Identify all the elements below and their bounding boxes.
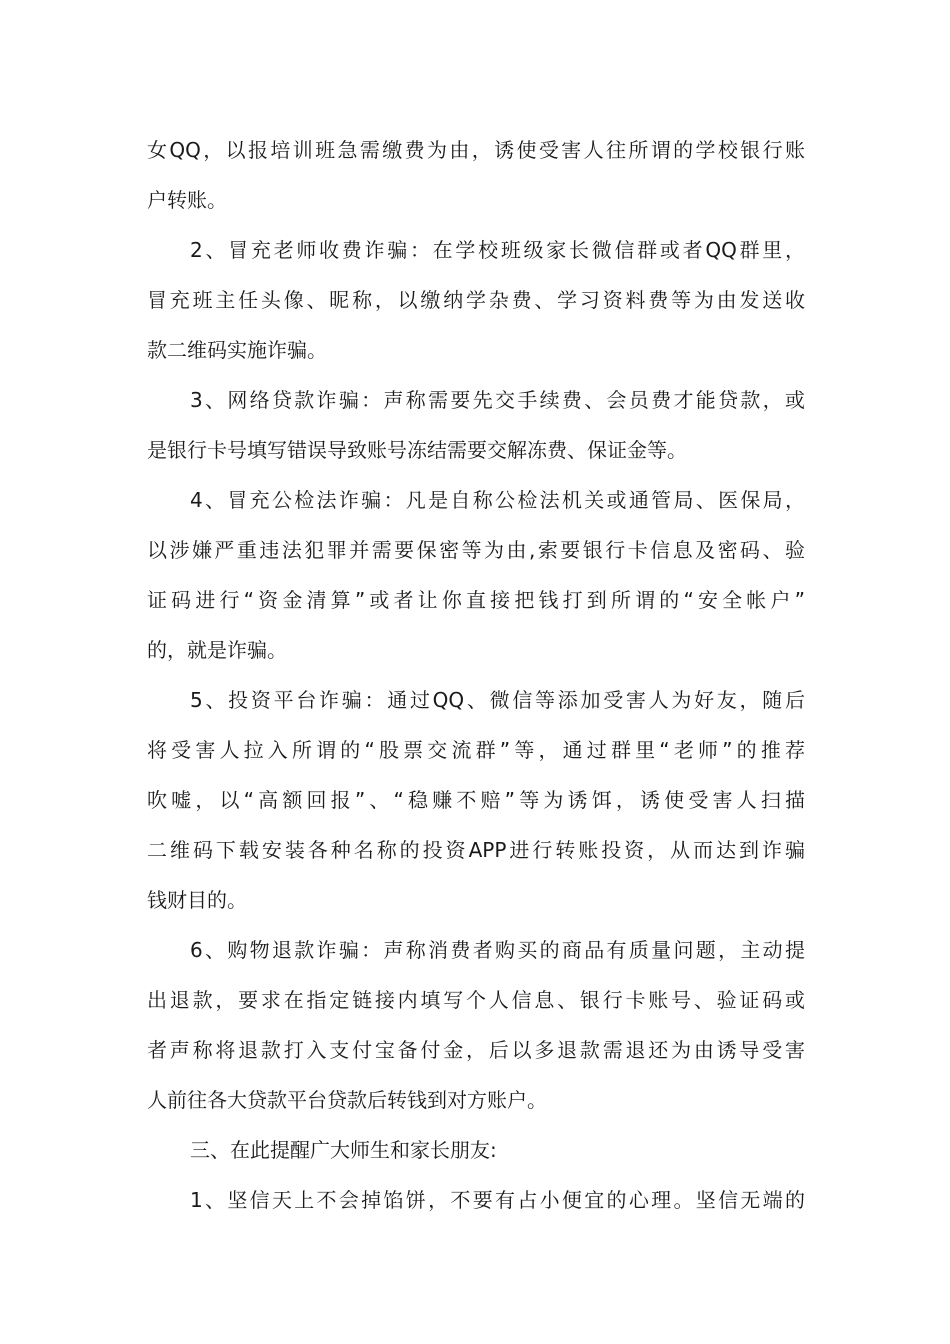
text-line: 3、网络贷款诈骗：声称需要先交手续费、会员费才能贷款，或: [190, 388, 805, 412]
text-line: 款二维码实施诈骗。: [147, 338, 327, 362]
text-line: 者声称将退款打入支付宝备付金，后以多退款需退还为由诱导受害: [147, 1038, 805, 1062]
paragraph: [147, 475, 805, 675]
text-line: 三、在此提醒广大师生和家长朋友:: [190, 1138, 497, 1162]
text-line: 是银行卡号填写错误导致账号冻结需要交解冻费、保证金等。: [147, 438, 687, 462]
text-line: 证码进行“资金清算”或者让你直接把钱打到所谓的“安全帐户”: [147, 588, 805, 612]
text-line: 4、冒充公检法诈骗：凡是自称公检法机关或通管局、医保局，: [190, 488, 805, 512]
text-line: 人前往各大贷款平台贷款后转钱到对方账户。: [147, 1088, 547, 1112]
text-line: 的，就是诈骗。: [147, 638, 287, 662]
text-line: 吹嘘，以“高额回报”、“稳赚不赔”等为诱饵，诱使受害人扫描: [147, 788, 805, 812]
paragraph: [147, 1175, 805, 1225]
text-line: 冒充班主任头像、昵称，以缴纳学杂费、学习资料费等为由发送收: [147, 288, 805, 312]
paragraph: [147, 1125, 805, 1175]
text-line: 将受害人拉入所谓的“股票交流群”等，通过群里“老师”的推荐: [147, 738, 805, 762]
paragraph: [147, 925, 805, 1125]
text-line: 出退款，要求在指定链接内填写个人信息、银行卡账号、验证码或: [147, 988, 805, 1012]
text-line: 女QQ，以报培训班急需缴费为由，诱使受害人往所谓的学校银行账: [147, 138, 805, 162]
text-line: 钱财目的。: [147, 888, 247, 912]
paragraph: [147, 675, 805, 925]
text-line: 以涉嫌严重违法犯罪并需要保密等为由,索要银行卡信息及密码、验: [147, 538, 805, 562]
text-line: 6、购物退款诈骗：声称消费者购买的商品有质量问题，主动提: [190, 938, 805, 962]
paragraph: [147, 125, 805, 225]
text-line: 1、坚信天上不会掉馅饼，不要有占小便宜的心理。坚信无端的: [190, 1188, 805, 1212]
paragraph: [147, 225, 805, 375]
document-page: [147, 125, 805, 1225]
text-line: 二维码下载安装各种名称的投资APP进行转账投资，从而达到诈骗: [147, 838, 805, 862]
text-line: 5、投资平台诈骗：通过QQ、微信等添加受害人为好友，随后: [190, 688, 805, 712]
text-line: 户转账。: [147, 188, 227, 212]
text-line: 2、冒充老师收费诈骗：在学校班级家长微信群或者QQ群里，: [190, 238, 805, 262]
paragraph: [147, 375, 805, 475]
